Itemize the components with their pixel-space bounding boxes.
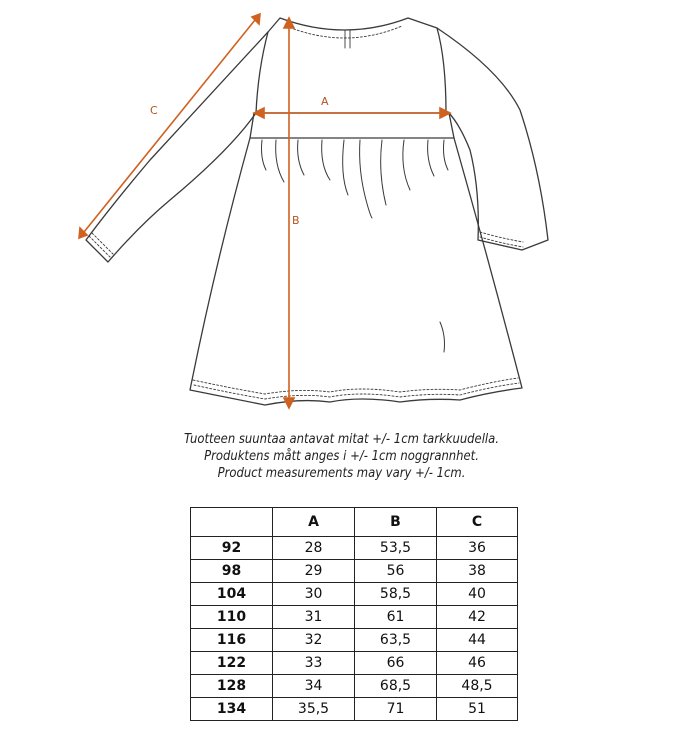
value-cell-c: 36 — [437, 537, 518, 560]
measure-b-label: B — [292, 214, 300, 227]
value-cell-a: 33 — [273, 652, 355, 675]
value-cell-b: 58,5 — [355, 583, 437, 606]
value-cell-a: 30 — [273, 583, 355, 606]
size-cell: 98 — [191, 560, 273, 583]
table-header-row — [191, 508, 518, 537]
size-cell: 122 — [191, 652, 273, 675]
measure-a-label: A — [321, 95, 329, 108]
header-cell-size — [191, 508, 273, 537]
table-row — [191, 675, 518, 698]
dress-bodice-outline — [256, 18, 446, 113]
header-cell-a: A — [273, 508, 355, 537]
value-cell-c: 40 — [437, 583, 518, 606]
value-cell-a: 29 — [273, 560, 355, 583]
table-row — [191, 652, 518, 675]
value-cell-b: 61 — [355, 606, 437, 629]
size-cell: 110 — [191, 606, 273, 629]
table-row — [191, 606, 518, 629]
caption-swedish: Produktens mått anges i +/- 1cm noggrannhet. — [204, 448, 479, 464]
value-cell-c: 51 — [437, 698, 518, 721]
value-cell-c: 44 — [437, 629, 518, 652]
table-row — [191, 583, 518, 606]
value-cell-a: 31 — [273, 606, 355, 629]
caption-english: Product measurements may vary +/- 1cm. — [217, 465, 466, 481]
table-row — [191, 560, 518, 583]
table-row — [191, 537, 518, 560]
value-cell-c: 42 — [437, 606, 518, 629]
header-cell-c: C — [437, 508, 518, 537]
waist-band — [250, 113, 454, 138]
measurement-disclaimer — [0, 431, 683, 482]
size-cell: 128 — [191, 675, 273, 698]
value-cell-b: 71 — [355, 698, 437, 721]
header-cell-b: B — [355, 508, 437, 537]
value-cell-a: 35,5 — [273, 698, 355, 721]
value-cell-c: 38 — [437, 560, 518, 583]
value-cell-a: 28 — [273, 537, 355, 560]
value-cell-b: 66 — [355, 652, 437, 675]
caption-finnish: Tuotteen suuntaa antavat mitat +/- 1cm tarkkuudella. — [184, 431, 499, 447]
measure-c-label: C — [150, 104, 158, 117]
table-row — [191, 698, 518, 721]
value-cell-b: 53,5 — [355, 537, 437, 560]
left-sleeve-outline — [86, 32, 268, 262]
size-cell: 116 — [191, 629, 273, 652]
table-row — [191, 629, 518, 652]
value-cell-b: 68,5 — [355, 675, 437, 698]
value-cell-c: 48,5 — [437, 675, 518, 698]
dress-skirt-outline — [190, 138, 522, 405]
value-cell-c: 46 — [437, 652, 518, 675]
size-cell: 134 — [191, 698, 273, 721]
value-cell-b: 56 — [355, 560, 437, 583]
size-measurement-table — [190, 507, 518, 721]
size-cell: 92 — [191, 537, 273, 560]
value-cell-a: 34 — [273, 675, 355, 698]
size-cell: 104 — [191, 583, 273, 606]
value-cell-a: 32 — [273, 629, 355, 652]
value-cell-b: 63,5 — [355, 629, 437, 652]
